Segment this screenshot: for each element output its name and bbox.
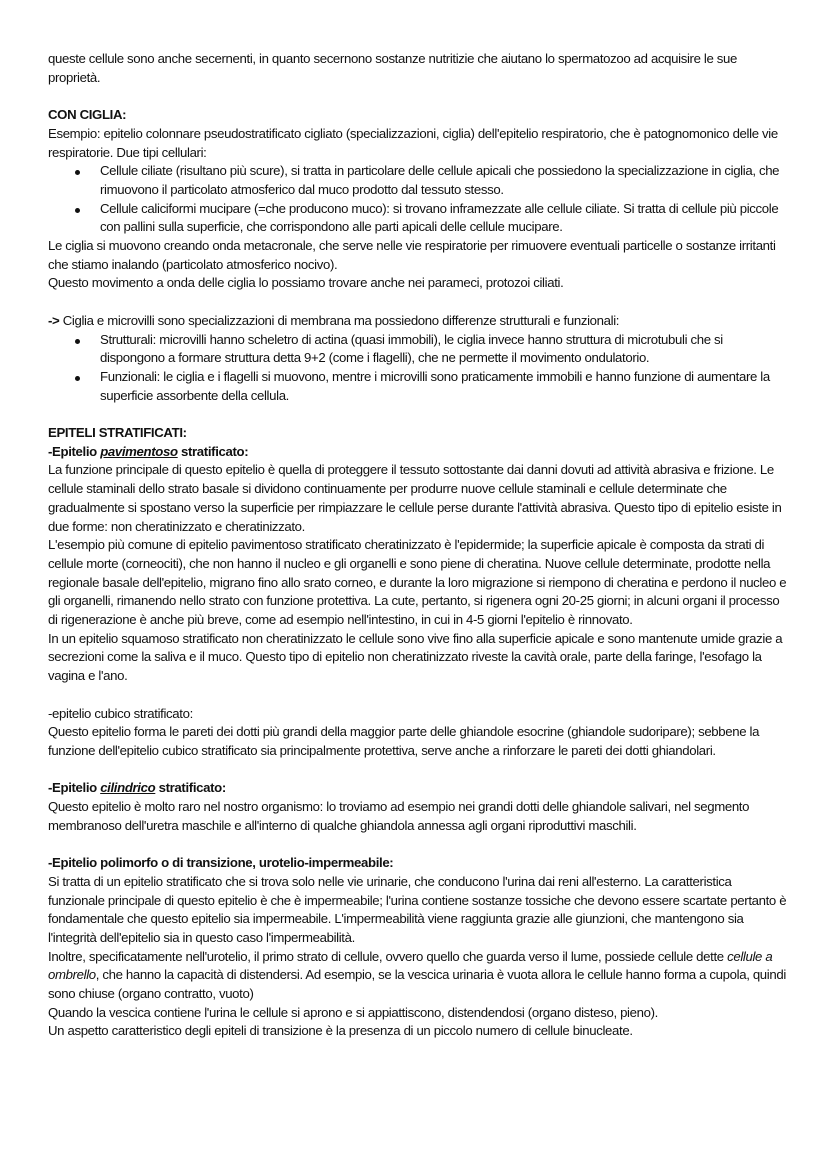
title-emphasis: pavimentoso [100,443,178,459]
spacer [48,87,788,106]
polimorfo-paragraph-2 [48,948,788,1004]
text: Inoltre, specificatamente nell'urotelio, il primo strato di cellule, ovvero quello che guarda verso il lume, possiede cellule dette [48,948,728,964]
title-prefix: -Epitelio [48,780,101,796]
pavimentoso-paragraph-2: L'esempio più comune di epitelio pavimentoso stratificato cheratinizzato è l'epidermide; la superficie apicale è composta da strati di cellule morte (corneociti), che non hanno il nucleo e gli organelli e sono piene di cheratina. Nuove cellule determinate, prodotte nella regionale basale dell'epitelio, migrano fino allo srato corneo, e durante la loro migrazione si riempono di cheratina e perdono il nucleo e gli organelli, rimanendo nello strato con funzione protettiva. La cute, pertanto, si rigenera ogni 20-25 giorni; in alcuni organi il processo di rigenerazione è anche più breve, come ad esempio nell'intestino, in cui in 4-5 giorni l'epitelio è rinnovato. [48,537,787,628]
list-item: Strutturali: microvilli hanno scheletro di actina (quasi immobili), le ciglia invece hanno struttura di microtubuli che si dispongono a formare struttura detta 9+2 (come i flagelli), che ne permette il movimento ondulatorio. [48,331,788,368]
text: , che hanno la capacità di distendersi. Ad esempio, se la vescica urinaria è vuota allora le cellule hanno forma a cupola, quindi sono chiuse (organo contratto, vuoto) [48,967,786,1002]
spacer [48,686,788,705]
polimorfo-paragraph-3: Quando la vescica contiene l'urina le cellule si aprono e si appiattiscono, distendendosi (organo disteso, pieno). [48,1004,658,1020]
umbrella-cells-term: cellule a ombrello [48,948,773,983]
pavimentoso-paragraph-3: In un epitelio squamoso stratificato non cheratinizzato le cellule sono vive fino alla superficie apicale e sono mantenute umide grazie a secrezioni come la saliva e il muco. Questo tipo di epitelio non cheratinizzato riveste la cavità orale, parte della faringe, l'esofago la vagina e l'ano. [48,630,783,684]
list-item: Cellule caliciformi mucipare (=che producono muco): si trovano inframezzate alle cellule ciliate. Si tratta di cellule più piccole con pallini sulla superficie, che corrispondono alle parti apicali delle cellule mucipare. [48,200,788,237]
pavimentoso-title [48,443,788,462]
arrow-icon: -> [48,312,60,328]
polimorfo-title: -Epitelio polimorfo o di transizione, urotelio-impermeabile: [48,855,394,871]
differences-intro [48,312,788,331]
spacer [48,835,788,854]
paramecia-paragraph: Questo movimento a onda delle ciglia lo possiamo trovare anche nei parameci, protozoi ciliati. [48,275,564,291]
cilindrico-title [48,779,788,798]
title-prefix: -Epitelio [48,443,101,459]
list-item: Cellule ciliate (risultano più scure), si tratta in particolare delle cellule apicali che possiedono la specializzazione in ciglia, che rimuovono il particolato atmosferico dal muco prodotto dal tessuto stesso. [48,162,788,199]
cubico-paragraph: Questo epitelio forma le pareti dei dotti più grandi della maggior parte delle ghiandole esocrine (ghiandole sudoripare); sebbene la funzione dell'epitelio cubico stratificato sia principalmente protettiva, serve anche a rinforzare le pareti dei dotti ghiandolari. [48,724,760,758]
cubico-title: -epitelio cubico stratificato: [48,705,193,721]
con-ciglia-heading: CON CIGLIA: [48,107,127,123]
intro-paragraph: queste cellule sono anche secernenti, in quanto secernono sostanze nutritizie che aiutano lo spermatozoo ad acquisire le sue proprietà. [48,51,737,85]
pavimentoso-paragraph-1: La funzione principale di questo epitelio è quella di proteggere il tessuto sottostante dai danni dovuti ad attività abrasiva e frizione. Le cellule staminali dello strato basale si dividono continuamente per produrre nuove cellule staminali e cellule determinate che gradualmente si spostano verso la superficie per rimpiazzare le cellule perse durante l'attività abrasiva. Questo tipo di epitelio esiste in due forme: non cheratinizzato e cheratinizzato. [48,462,782,534]
metachronal-wave-paragraph: Le ciglia si muovono creando onda metacronale, che serve nelle vie respiratorie per rimuovere eventuali particelle o sostanze irritanti che stiamo inalando (particolato atmosferico nocivo). [48,238,776,272]
title-emphasis: cilindrico [100,780,156,796]
differences-intro-text: Ciglia e microvilli sono specializzazioni di membrana ma possiedono differenze strutturali e funzionali: [62,312,620,328]
spacer [48,293,788,312]
differences-list [48,331,788,406]
spacer [48,405,788,424]
polimorfo-paragraph-1: Si tratta di un epitelio stratificato che si trova solo nelle vie urinarie, che conducono l'urina dai reni all'esterno. La caratteristica funzionale principale di questo epitelio è che è impermeabile; l'urina contiene sostanze tossiche che devono essere scartate pertanto è fondamentale che questo epitelio sia impermeabile. L'impermeabilità viene raggiunta grazie alle giunzioni, che mantengono sia l'integrità dell'epitelio sia in questo caso l'impermeabilità. [48,873,787,945]
cilindrico-paragraph: Questo epitelio è molto raro nel nostro organismo: lo troviamo ad esempio nei grandi dotti delle ghiandole salivari, nel segmento membranoso dell'uretra maschile e all'interno di qualche ghiandola annessa agli organi riproduttivi maschili. [48,799,750,833]
title-suffix: stratificato: [155,780,226,796]
polimorfo-paragraph-4: Un aspetto caratteristico degli epiteli di transizione è la presenza di un piccolo numero di cellule binucleate. [48,1023,633,1039]
stratified-heading: EPITELI STRATIFICATI: [48,425,187,441]
title-suffix: stratificato: [177,443,249,459]
document-page [48,50,788,1041]
con-ciglia-example: Esempio: epitelio colonnare pseudostratificato cigliato (specializzazioni, ciglia) dell'epitelio respiratorio, che è patognomonico delle vie respiratorie. Due tipi cellulari: [48,125,778,160]
list-item: Funzionali: le ciglia e i flagelli si muovono, mentre i microvilli sono praticamente immobili e hanno funzione di aumentare la superficie assorbente della cellula. [48,368,788,405]
cell-types-list [48,162,788,237]
spacer [48,761,788,780]
